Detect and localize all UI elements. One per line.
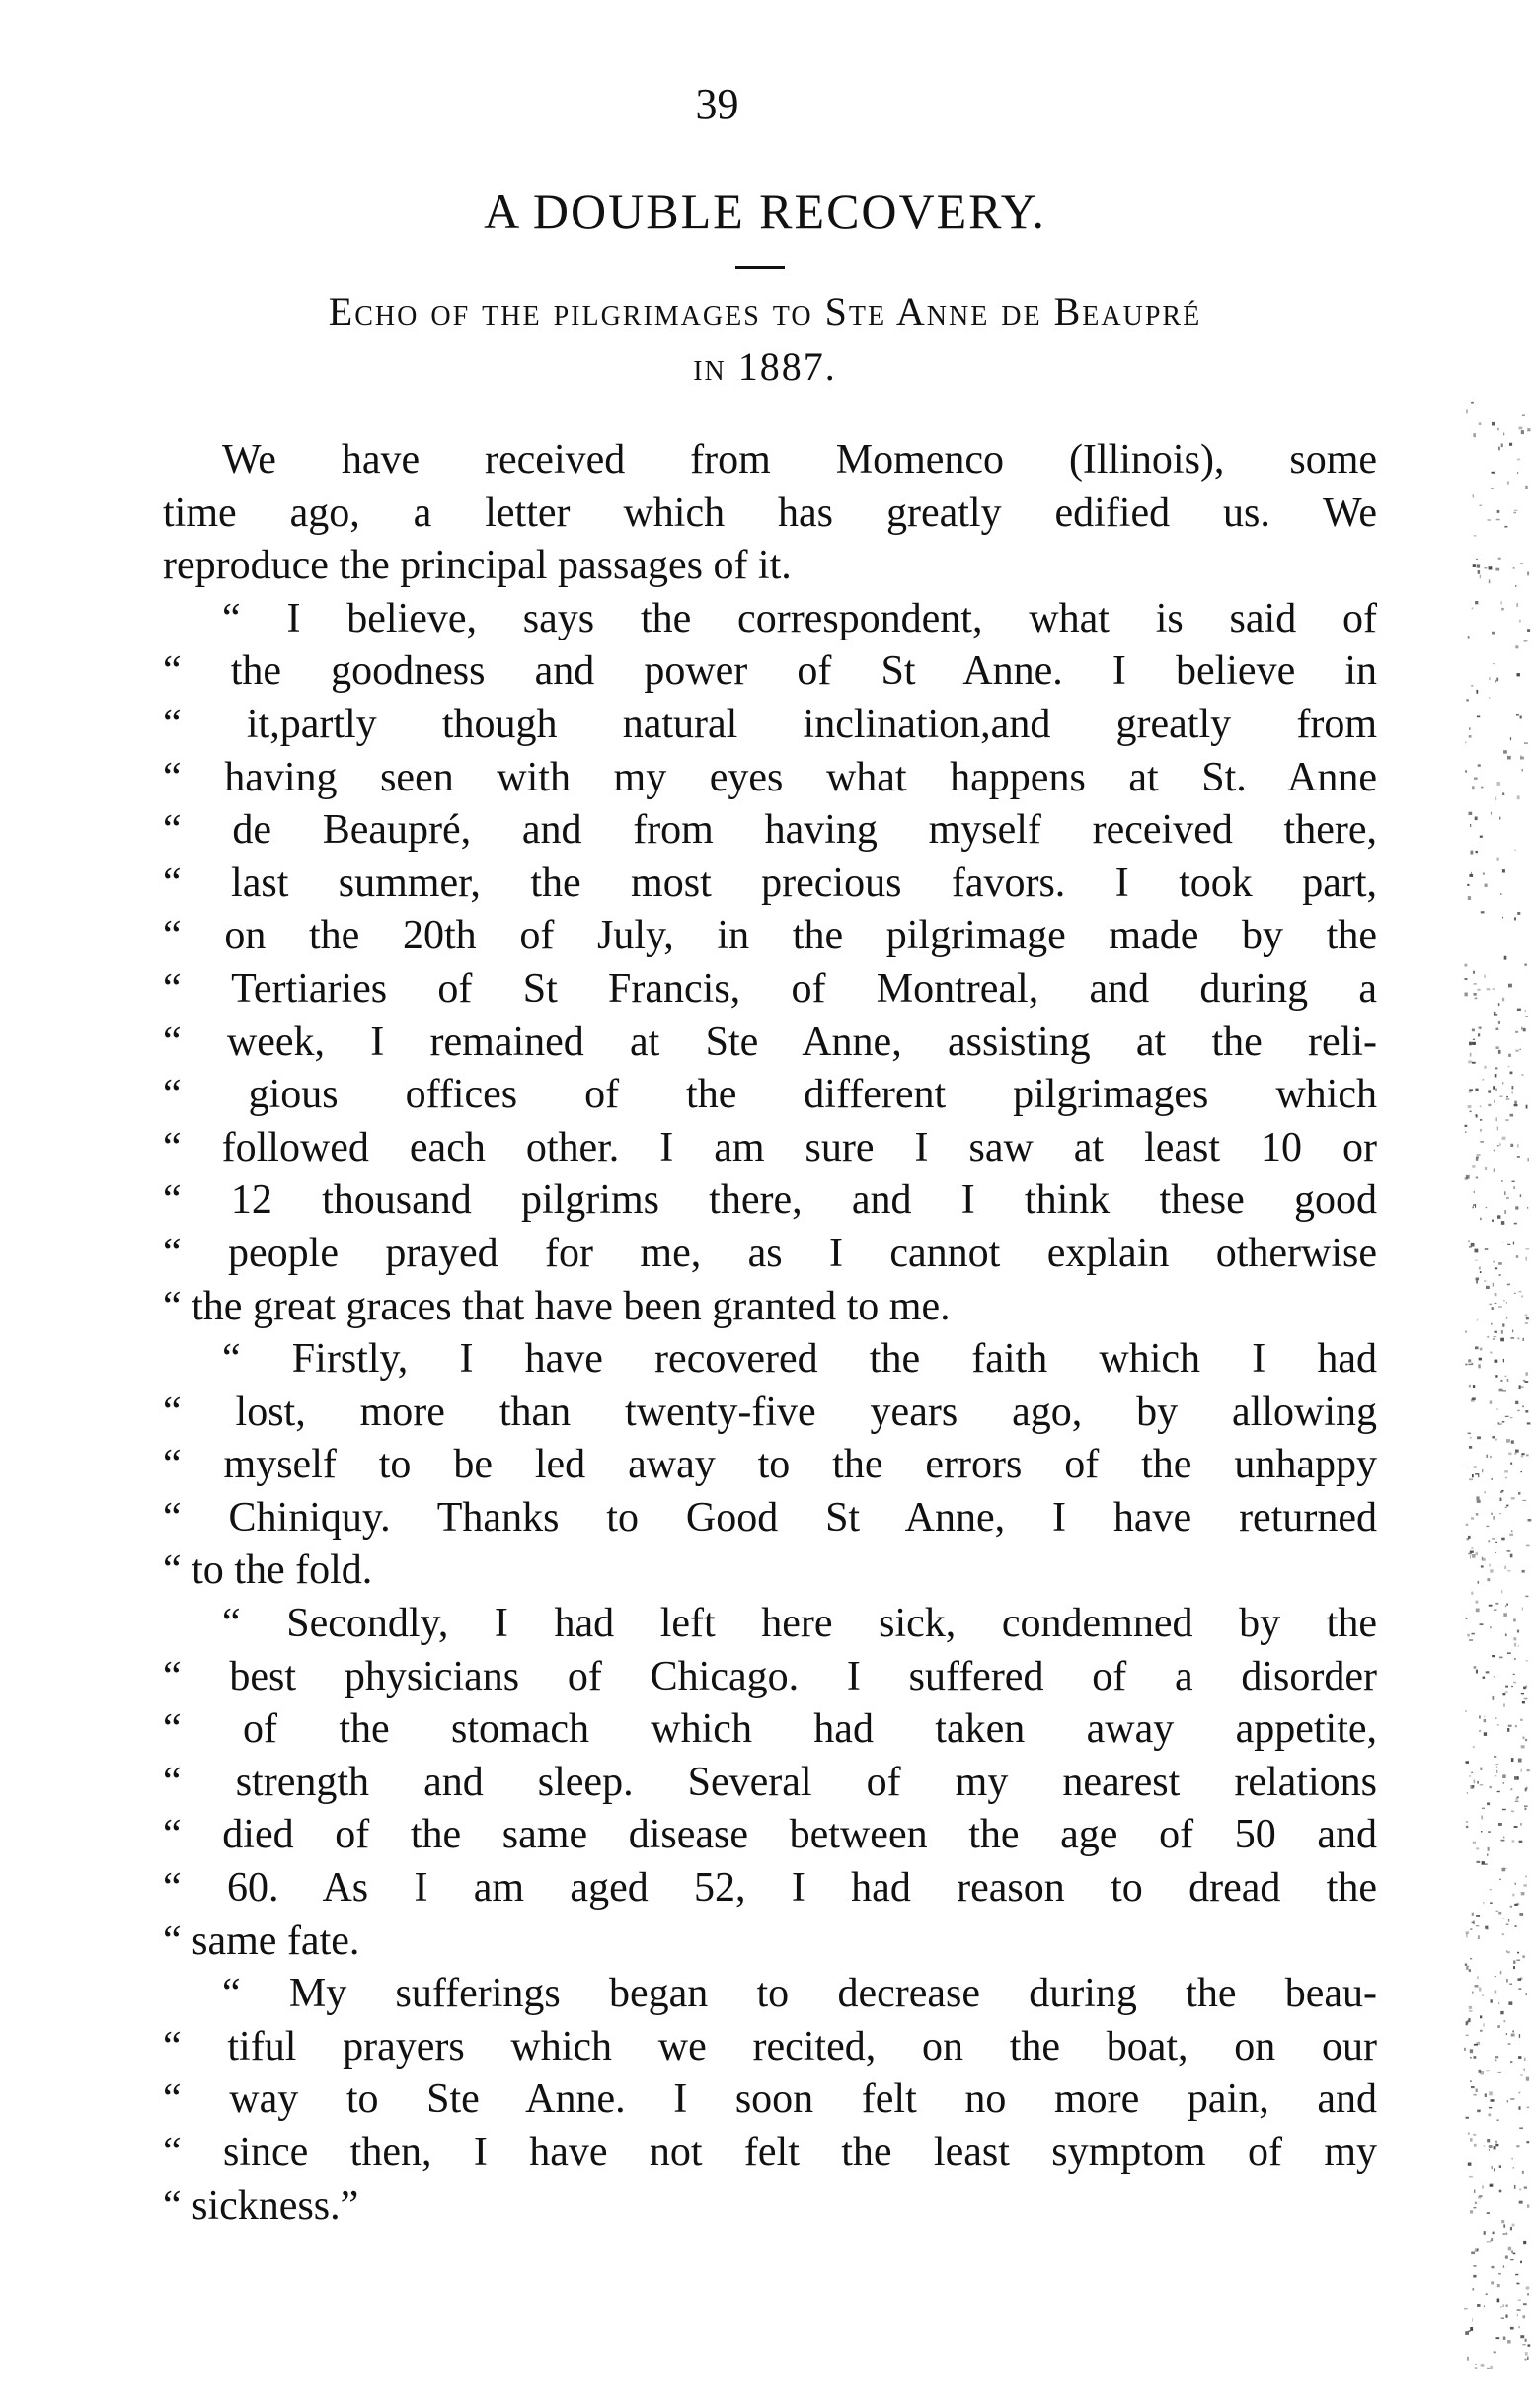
text-line: “ same fate. xyxy=(163,1918,360,1964)
text-line: “ way to Ste Anne. I soon felt no more pain, and xyxy=(163,2076,1377,2123)
text-line: reproduce the principal passages of it. xyxy=(163,543,792,589)
text-line: “ de Beaupré, and from having myself received there, xyxy=(163,807,1377,854)
text-line: “ sickness.” xyxy=(163,2182,359,2228)
text-line: “ myself to be led away to the errors of the unhappy xyxy=(163,1442,1377,1488)
text-line: “ people prayed for me, as I cannot explain otherwise xyxy=(163,1230,1377,1276)
paragraph xyxy=(163,1598,1377,1968)
title-rule xyxy=(735,266,785,269)
text-line: “ best physicians of Chicago. I suffered of a disorder xyxy=(163,1653,1377,1699)
subtitle-line-2: in 1887. xyxy=(693,344,837,389)
page-title: A DOUBLE RECOVERY. xyxy=(484,184,1046,239)
text-line: “ 60. As I am aged 52, I had reason to dread the xyxy=(163,1865,1377,1912)
text-line: “ My sufferings began to decrease during the beau- xyxy=(222,1971,1377,2017)
page-subtitle xyxy=(148,284,1382,395)
text-line: “ I believe, says the correspondent, what is said of xyxy=(222,595,1377,641)
paragraph xyxy=(163,1333,1377,1598)
text-line: “ Chiniquy. Thanks to Good St Anne, I have returned xyxy=(163,1494,1377,1541)
text-line: We have received from Momenco (Illinois), some xyxy=(222,437,1377,483)
text-line: “ having seen with my eyes what happens at St. Anne xyxy=(163,754,1377,800)
text-line: “ Firstly, I have recovered the faith which I had xyxy=(222,1336,1377,1383)
paragraph xyxy=(163,434,1377,593)
text-line: “ on the 20th of July, in the pilgrimage made by the xyxy=(163,913,1377,959)
text-line: “ of the stomach which had taken away appetite, xyxy=(163,1706,1377,1753)
text-line: “ Secondly, I had left here sick, condemned by the xyxy=(222,1601,1377,1647)
text-line: “ week, I remained at Ste Anne, assisting at the reli- xyxy=(163,1018,1377,1065)
text-line: “ 12 thousand pilgrims there, and I think these good xyxy=(163,1177,1377,1224)
text-line: “ last summer, the most precious favors. I took part, xyxy=(163,860,1377,906)
text-line: “ strength and sleep. Several of my nearest relations xyxy=(163,1759,1377,1805)
text-line: “ Tertiaries of St Francis, of Montreal, and during a xyxy=(163,965,1377,1012)
subtitle-line-1: Echo of the pilgrimages to Ste Anne de Beaupré xyxy=(328,289,1202,334)
text-line: time ago, a letter which has greatly edified us. We xyxy=(163,489,1377,536)
text-line: “ gious offices of the different pilgrimages which xyxy=(163,1072,1377,1118)
paragraph xyxy=(163,1968,1377,2232)
text-line: “ the goodness and power of St Anne. I believe in xyxy=(163,648,1377,695)
body-text xyxy=(163,434,1377,2232)
text-line: “ tiful prayers which we recited, on the boat, on our xyxy=(163,2023,1377,2069)
text-line: “ to the fold. xyxy=(163,1547,373,1594)
scan-edge-noise xyxy=(1424,395,1533,2369)
text-line: “ lost, more than twenty-five years ago, by allowing xyxy=(163,1389,1377,1435)
text-line: “ followed each other. I am sure I saw at least 10 or xyxy=(163,1124,1377,1170)
text-line: “ died of the same disease between the age of 50 and xyxy=(163,1812,1377,1858)
paragraph xyxy=(163,593,1377,1333)
text-line: “ since then, I have not felt the least symptom of my xyxy=(163,2130,1377,2175)
text-line: “ the great graces that have been granted to me. xyxy=(163,1283,951,1329)
page-number: 39 xyxy=(695,80,739,128)
text-line: “ it,partly though natural inclination,and greatly from xyxy=(163,701,1377,747)
